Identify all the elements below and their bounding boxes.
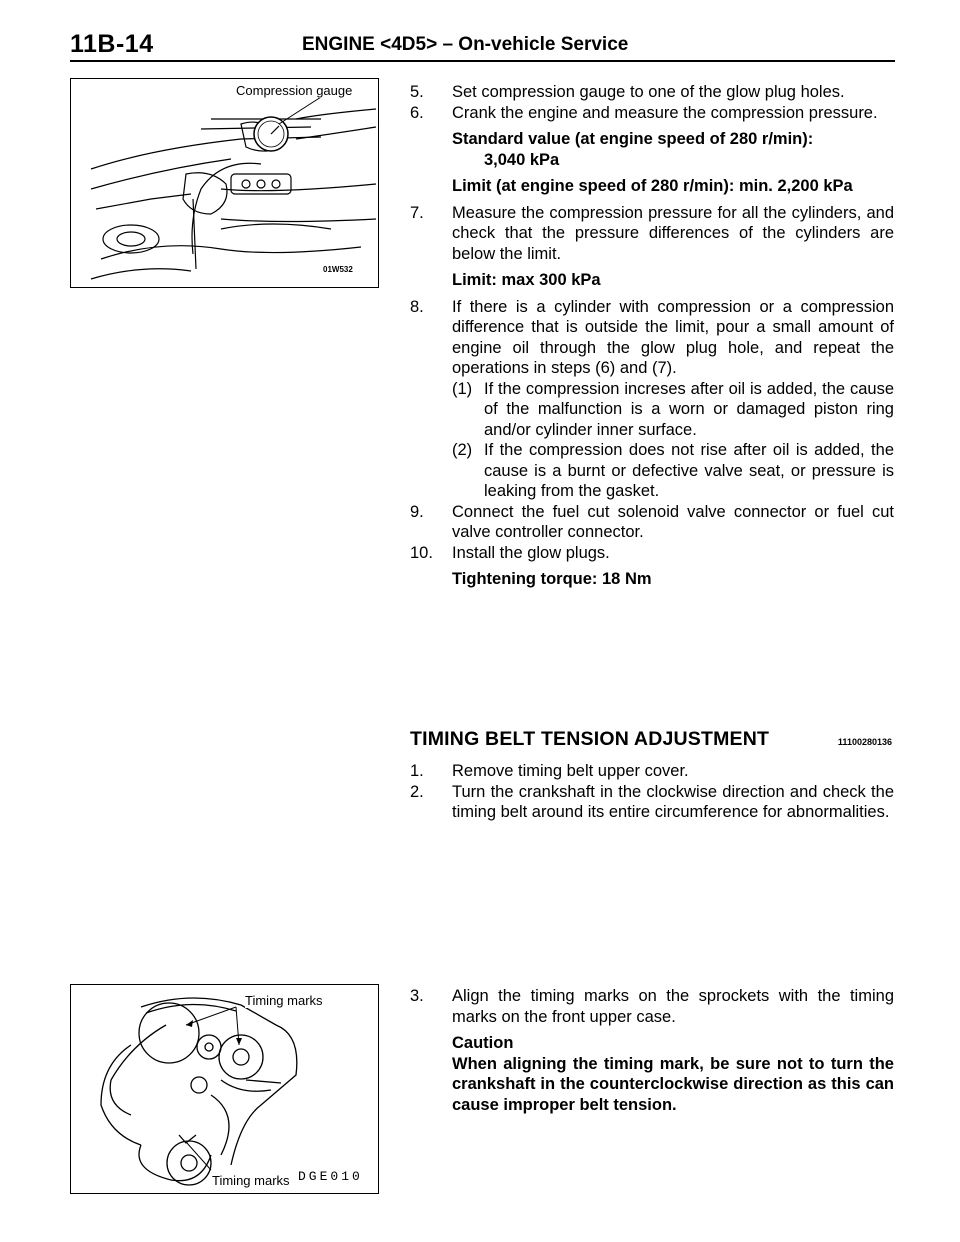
limit-max: Limit: max 300 kPa (452, 271, 601, 289)
substep-number: (2) (452, 441, 473, 459)
caution-text: When aligning the timing mark, be sure not to turn the crankshaft in the counterclockwise direction as this can cause improper belt tension. (452, 1054, 894, 1114)
page-number: 11B-14 (70, 30, 154, 58)
compression-gauge-callout: Compression gauge (236, 83, 353, 98)
page-header (70, 30, 895, 62)
step-7 (410, 203, 894, 265)
standard-value: 3,040 kPa (484, 150, 560, 169)
step-text: Turn the crankshaft in the clockwise direction and check the timing belt around its entire circumference for abnormalities. (452, 782, 894, 821)
step-10 (410, 543, 894, 564)
substep-text: If the compression does not rise after oil is added, the cause is a burnt or defective valve seat, or pressure is leaking from the gasket. (484, 441, 894, 500)
step-text: Align the timing marks on the sprockets with the timing marks on the front upper case. (452, 987, 894, 1026)
timing-marks-callout-top: Timing marks (245, 993, 323, 1008)
step-text: Connect the fuel cut solenoid valve connector or fuel cut valve controller connector. (452, 502, 894, 541)
step-number: 3. (410, 987, 424, 1005)
timing-step-1 (410, 761, 894, 782)
step-number: 9. (410, 502, 424, 521)
step-text: Install the glow plugs. (452, 543, 610, 562)
compression-procedure (410, 82, 894, 590)
step-number: 6. (410, 103, 424, 122)
substep-text: If the compression increses after oil is added, the cause of the malfunction is a worn or damaged piston ring and/or cylinder inner surface. (484, 379, 894, 439)
step-text: Remove timing belt upper cover. (452, 762, 689, 780)
timing-belt-procedure (410, 761, 894, 823)
caution-label: Caution (452, 1034, 514, 1052)
timing-marks-callout-bottom: Timing marks (212, 1173, 290, 1188)
compression-gauge-illustration (70, 78, 379, 288)
timing-align-procedure (410, 986, 894, 1115)
step-text: If there is a cylinder with compression or a compression difference that is outside the limit, pour a small amount of engine oil through the glow plug hole, and repeat the operations in steps (6) and (7). (452, 297, 894, 377)
timing-step-3 (410, 986, 894, 1027)
timing-marks-illustration (70, 984, 379, 1194)
step-6 (410, 103, 894, 124)
step-number: 7. (410, 203, 424, 222)
step-8 (410, 297, 894, 379)
step-8-1 (410, 379, 894, 441)
step-number: 8. (410, 297, 424, 316)
step-5 (410, 82, 894, 103)
section-heading: TIMING BELT TENSION ADJUSTMENT (410, 728, 770, 750)
step-number: 5. (410, 83, 424, 101)
step-8-2 (410, 440, 894, 502)
compression-gauge-drawing (71, 79, 377, 286)
timing-belt-heading (410, 728, 894, 756)
timing-belt-drawing (71, 985, 377, 1192)
step-number: 1. (410, 762, 424, 780)
step-text: Set compression gauge to one of the glow plug holes. (452, 83, 845, 101)
figure-code: DGE010 (298, 1169, 363, 1184)
header-rule (70, 60, 895, 62)
step-number: 2. (410, 782, 424, 801)
standard-value-label: Standard value (at engine speed of 280 r/min): (452, 130, 814, 148)
section-code: 11100280136 (837, 737, 892, 747)
figure-code: 01W532 (323, 265, 353, 274)
section-title: ENGINE <4D5> – On-vehicle Service (302, 34, 629, 55)
timing-step-2 (410, 782, 894, 823)
limit-min: Limit (at engine speed of 280 r/min): min. 2,200 kPa (452, 177, 853, 195)
step-text: Crank the engine and measure the compression pressure. (452, 103, 878, 122)
step-text: Measure the compression pressure for all the cylinders, and check that the pressure differences of the cylinders are below the limit. (452, 203, 894, 263)
tightening-torque: Tightening torque: 18 Nm (452, 570, 652, 588)
substep-number: (1) (452, 379, 473, 398)
step-number: 10. (410, 543, 433, 562)
step-9 (410, 502, 894, 543)
